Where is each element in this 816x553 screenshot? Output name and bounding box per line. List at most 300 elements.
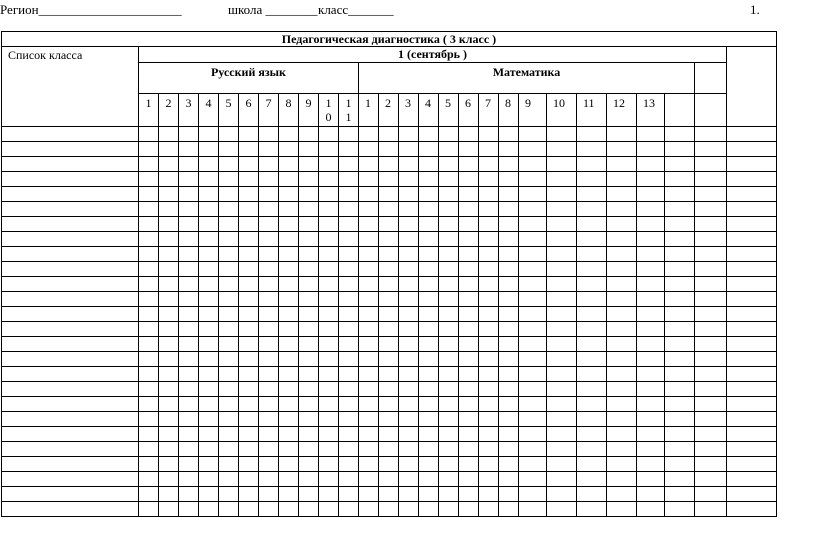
score-cell[interactable] <box>359 427 379 442</box>
score-cell[interactable] <box>199 262 219 277</box>
score-cell[interactable] <box>547 427 577 442</box>
score-cell[interactable] <box>379 352 399 367</box>
score-cell[interactable] <box>199 127 219 142</box>
score-cell[interactable] <box>239 127 259 142</box>
score-cell[interactable] <box>637 187 665 202</box>
score-cell[interactable] <box>577 457 607 472</box>
score-cell[interactable] <box>159 442 179 457</box>
score-cell[interactable] <box>199 232 219 247</box>
score-cell[interactable] <box>577 247 607 262</box>
score-cell[interactable] <box>399 292 419 307</box>
score-cell[interactable] <box>577 172 607 187</box>
score-cell[interactable] <box>665 487 695 502</box>
score-cell[interactable] <box>239 427 259 442</box>
score-cell[interactable] <box>577 487 607 502</box>
score-cell[interactable] <box>695 337 727 352</box>
score-cell[interactable] <box>279 187 299 202</box>
score-cell[interactable] <box>159 412 179 427</box>
score-cell[interactable] <box>499 292 519 307</box>
score-cell[interactable] <box>339 172 359 187</box>
score-cell[interactable] <box>577 202 607 217</box>
score-cell[interactable] <box>259 367 279 382</box>
student-name-cell[interactable] <box>2 472 139 487</box>
score-cell[interactable] <box>159 142 179 157</box>
score-cell[interactable] <box>139 247 159 262</box>
score-cell[interactable] <box>637 157 665 172</box>
score-cell[interactable] <box>439 352 459 367</box>
score-cell[interactable] <box>499 187 519 202</box>
score-cell[interactable] <box>279 472 299 487</box>
score-cell[interactable] <box>665 157 695 172</box>
score-cell[interactable] <box>339 262 359 277</box>
score-cell[interactable] <box>727 217 777 232</box>
score-cell[interactable] <box>665 457 695 472</box>
score-cell[interactable] <box>607 412 637 427</box>
score-cell[interactable] <box>179 457 199 472</box>
score-cell[interactable] <box>727 277 777 292</box>
score-cell[interactable] <box>259 262 279 277</box>
score-cell[interactable] <box>459 352 479 367</box>
score-cell[interactable] <box>319 502 339 517</box>
score-cell[interactable] <box>139 127 159 142</box>
score-cell[interactable] <box>179 262 199 277</box>
score-cell[interactable] <box>219 247 239 262</box>
score-cell[interactable] <box>399 157 419 172</box>
score-cell[interactable] <box>159 187 179 202</box>
student-name-cell[interactable] <box>2 262 139 277</box>
score-cell[interactable] <box>479 142 499 157</box>
score-cell[interactable] <box>399 427 419 442</box>
score-cell[interactable] <box>665 322 695 337</box>
score-cell[interactable] <box>519 142 547 157</box>
score-cell[interactable] <box>319 142 339 157</box>
score-cell[interactable] <box>459 277 479 292</box>
score-cell[interactable] <box>159 157 179 172</box>
score-cell[interactable] <box>727 412 777 427</box>
score-cell[interactable] <box>665 232 695 247</box>
score-cell[interactable] <box>459 367 479 382</box>
score-cell[interactable] <box>139 202 159 217</box>
score-cell[interactable] <box>637 127 665 142</box>
score-cell[interactable] <box>359 127 379 142</box>
score-cell[interactable] <box>339 382 359 397</box>
score-cell[interactable] <box>479 157 499 172</box>
score-cell[interactable] <box>695 202 727 217</box>
score-cell[interactable] <box>519 157 547 172</box>
score-cell[interactable] <box>339 247 359 262</box>
score-cell[interactable] <box>139 457 159 472</box>
score-cell[interactable] <box>399 277 419 292</box>
score-cell[interactable] <box>479 337 499 352</box>
score-cell[interactable] <box>665 142 695 157</box>
score-cell[interactable] <box>547 352 577 367</box>
score-cell[interactable] <box>439 442 459 457</box>
score-cell[interactable] <box>459 457 479 472</box>
score-cell[interactable] <box>279 202 299 217</box>
score-cell[interactable] <box>727 172 777 187</box>
score-cell[interactable] <box>299 442 319 457</box>
score-cell[interactable] <box>419 397 439 412</box>
score-cell[interactable] <box>479 352 499 367</box>
score-cell[interactable] <box>199 442 219 457</box>
score-cell[interactable] <box>695 442 727 457</box>
student-name-cell[interactable] <box>2 247 139 262</box>
score-cell[interactable] <box>179 277 199 292</box>
student-name-cell[interactable] <box>2 382 139 397</box>
score-cell[interactable] <box>399 397 419 412</box>
score-cell[interactable] <box>319 157 339 172</box>
score-cell[interactable] <box>607 172 637 187</box>
score-cell[interactable] <box>339 142 359 157</box>
score-cell[interactable] <box>359 472 379 487</box>
score-cell[interactable] <box>139 337 159 352</box>
score-cell[interactable] <box>179 142 199 157</box>
score-cell[interactable] <box>299 502 319 517</box>
score-cell[interactable] <box>279 412 299 427</box>
score-cell[interactable] <box>219 457 239 472</box>
score-cell[interactable] <box>179 367 199 382</box>
score-cell[interactable] <box>299 337 319 352</box>
score-cell[interactable] <box>179 292 199 307</box>
score-cell[interactable] <box>239 442 259 457</box>
score-cell[interactable] <box>339 232 359 247</box>
score-cell[interactable] <box>319 127 339 142</box>
score-cell[interactable] <box>399 172 419 187</box>
score-cell[interactable] <box>259 352 279 367</box>
score-cell[interactable] <box>339 277 359 292</box>
score-cell[interactable] <box>359 487 379 502</box>
score-cell[interactable] <box>419 442 439 457</box>
score-cell[interactable] <box>339 127 359 142</box>
score-cell[interactable] <box>607 472 637 487</box>
score-cell[interactable] <box>199 487 219 502</box>
score-cell[interactable] <box>139 382 159 397</box>
score-cell[interactable] <box>637 397 665 412</box>
score-cell[interactable] <box>299 172 319 187</box>
score-cell[interactable] <box>419 457 439 472</box>
score-cell[interactable] <box>459 292 479 307</box>
score-cell[interactable] <box>359 337 379 352</box>
score-cell[interactable] <box>637 247 665 262</box>
score-cell[interactable] <box>219 322 239 337</box>
score-cell[interactable] <box>179 172 199 187</box>
score-cell[interactable] <box>279 262 299 277</box>
score-cell[interactable] <box>727 187 777 202</box>
score-cell[interactable] <box>439 502 459 517</box>
score-cell[interactable] <box>479 457 499 472</box>
score-cell[interactable] <box>379 232 399 247</box>
score-cell[interactable] <box>577 472 607 487</box>
score-cell[interactable] <box>339 187 359 202</box>
score-cell[interactable] <box>727 337 777 352</box>
score-cell[interactable] <box>419 382 439 397</box>
score-cell[interactable] <box>339 457 359 472</box>
score-cell[interactable] <box>459 262 479 277</box>
score-cell[interactable] <box>459 307 479 322</box>
score-cell[interactable] <box>239 142 259 157</box>
score-cell[interactable] <box>379 412 399 427</box>
score-cell[interactable] <box>479 367 499 382</box>
score-cell[interactable] <box>299 427 319 442</box>
score-cell[interactable] <box>199 412 219 427</box>
score-cell[interactable] <box>577 337 607 352</box>
score-cell[interactable] <box>637 427 665 442</box>
score-cell[interactable] <box>339 202 359 217</box>
score-cell[interactable] <box>199 427 219 442</box>
score-cell[interactable] <box>299 187 319 202</box>
score-cell[interactable] <box>727 247 777 262</box>
score-cell[interactable] <box>219 157 239 172</box>
score-cell[interactable] <box>695 217 727 232</box>
score-cell[interactable] <box>419 292 439 307</box>
score-cell[interactable] <box>279 127 299 142</box>
score-cell[interactable] <box>359 262 379 277</box>
score-cell[interactable] <box>479 307 499 322</box>
score-cell[interactable] <box>199 352 219 367</box>
score-cell[interactable] <box>665 307 695 322</box>
score-cell[interactable] <box>419 307 439 322</box>
score-cell[interactable] <box>259 487 279 502</box>
score-cell[interactable] <box>695 292 727 307</box>
score-cell[interactable] <box>439 367 459 382</box>
score-cell[interactable] <box>339 367 359 382</box>
score-cell[interactable] <box>299 382 319 397</box>
score-cell[interactable] <box>339 472 359 487</box>
score-cell[interactable] <box>499 472 519 487</box>
score-cell[interactable] <box>179 382 199 397</box>
score-cell[interactable] <box>239 322 259 337</box>
score-cell[interactable] <box>219 142 239 157</box>
score-cell[interactable] <box>359 142 379 157</box>
score-cell[interactable] <box>279 487 299 502</box>
score-cell[interactable] <box>379 247 399 262</box>
score-cell[interactable] <box>547 382 577 397</box>
score-cell[interactable] <box>499 157 519 172</box>
score-cell[interactable] <box>665 352 695 367</box>
score-cell[interactable] <box>339 427 359 442</box>
score-cell[interactable] <box>379 292 399 307</box>
score-cell[interactable] <box>159 232 179 247</box>
score-cell[interactable] <box>279 502 299 517</box>
score-cell[interactable] <box>139 157 159 172</box>
score-cell[interactable] <box>419 352 439 367</box>
score-cell[interactable] <box>179 202 199 217</box>
student-name-cell[interactable] <box>2 307 139 322</box>
score-cell[interactable] <box>319 187 339 202</box>
score-cell[interactable] <box>399 202 419 217</box>
score-cell[interactable] <box>259 457 279 472</box>
score-cell[interactable] <box>299 472 319 487</box>
score-cell[interactable] <box>319 442 339 457</box>
score-cell[interactable] <box>319 412 339 427</box>
score-cell[interactable] <box>499 217 519 232</box>
score-cell[interactable] <box>239 382 259 397</box>
student-name-cell[interactable] <box>2 292 139 307</box>
score-cell[interactable] <box>499 337 519 352</box>
score-cell[interactable] <box>359 232 379 247</box>
score-cell[interactable] <box>499 322 519 337</box>
score-cell[interactable] <box>339 502 359 517</box>
score-cell[interactable] <box>695 157 727 172</box>
score-cell[interactable] <box>519 337 547 352</box>
score-cell[interactable] <box>519 442 547 457</box>
score-cell[interactable] <box>577 217 607 232</box>
score-cell[interactable] <box>419 142 439 157</box>
score-cell[interactable] <box>259 142 279 157</box>
score-cell[interactable] <box>419 127 439 142</box>
score-cell[interactable] <box>479 487 499 502</box>
score-cell[interactable] <box>665 127 695 142</box>
score-cell[interactable] <box>695 232 727 247</box>
score-cell[interactable] <box>339 412 359 427</box>
score-cell[interactable] <box>637 442 665 457</box>
score-cell[interactable] <box>399 457 419 472</box>
score-cell[interactable] <box>637 202 665 217</box>
score-cell[interactable] <box>439 472 459 487</box>
score-cell[interactable] <box>399 217 419 232</box>
score-cell[interactable] <box>199 367 219 382</box>
score-cell[interactable] <box>159 307 179 322</box>
score-cell[interactable] <box>139 142 159 157</box>
score-cell[interactable] <box>547 232 577 247</box>
score-cell[interactable] <box>159 382 179 397</box>
score-cell[interactable] <box>439 412 459 427</box>
score-cell[interactable] <box>359 502 379 517</box>
score-cell[interactable] <box>259 277 279 292</box>
student-name-cell[interactable] <box>2 502 139 517</box>
score-cell[interactable] <box>439 397 459 412</box>
score-cell[interactable] <box>279 322 299 337</box>
student-name-cell[interactable] <box>2 457 139 472</box>
score-cell[interactable] <box>439 157 459 172</box>
score-cell[interactable] <box>159 202 179 217</box>
score-cell[interactable] <box>299 262 319 277</box>
score-cell[interactable] <box>359 292 379 307</box>
score-cell[interactable] <box>499 232 519 247</box>
score-cell[interactable] <box>607 262 637 277</box>
score-cell[interactable] <box>359 247 379 262</box>
score-cell[interactable] <box>259 232 279 247</box>
score-cell[interactable] <box>665 172 695 187</box>
score-cell[interactable] <box>637 337 665 352</box>
score-cell[interactable] <box>219 367 239 382</box>
score-cell[interactable] <box>577 322 607 337</box>
score-cell[interactable] <box>665 262 695 277</box>
score-cell[interactable] <box>439 142 459 157</box>
score-cell[interactable] <box>419 322 439 337</box>
student-name-cell[interactable] <box>2 367 139 382</box>
score-cell[interactable] <box>479 412 499 427</box>
score-cell[interactable] <box>499 172 519 187</box>
score-cell[interactable] <box>279 157 299 172</box>
score-cell[interactable] <box>607 487 637 502</box>
score-cell[interactable] <box>159 472 179 487</box>
score-cell[interactable] <box>219 427 239 442</box>
score-cell[interactable] <box>259 247 279 262</box>
score-cell[interactable] <box>139 412 159 427</box>
score-cell[interactable] <box>419 157 439 172</box>
score-cell[interactable] <box>139 352 159 367</box>
student-name-cell[interactable] <box>2 217 139 232</box>
score-cell[interactable] <box>519 502 547 517</box>
score-cell[interactable] <box>239 262 259 277</box>
score-cell[interactable] <box>519 217 547 232</box>
score-cell[interactable] <box>199 397 219 412</box>
score-cell[interactable] <box>139 442 159 457</box>
score-cell[interactable] <box>727 262 777 277</box>
score-cell[interactable] <box>159 457 179 472</box>
score-cell[interactable] <box>419 367 439 382</box>
score-cell[interactable] <box>665 202 695 217</box>
score-cell[interactable] <box>259 412 279 427</box>
score-cell[interactable] <box>439 187 459 202</box>
score-cell[interactable] <box>637 382 665 397</box>
score-cell[interactable] <box>499 457 519 472</box>
score-cell[interactable] <box>479 262 499 277</box>
score-cell[interactable] <box>219 277 239 292</box>
score-cell[interactable] <box>339 307 359 322</box>
score-cell[interactable] <box>519 472 547 487</box>
score-cell[interactable] <box>379 367 399 382</box>
score-cell[interactable] <box>179 352 199 367</box>
score-cell[interactable] <box>695 382 727 397</box>
score-cell[interactable] <box>219 382 239 397</box>
score-cell[interactable] <box>139 277 159 292</box>
score-cell[interactable] <box>279 172 299 187</box>
score-cell[interactable] <box>179 322 199 337</box>
score-cell[interactable] <box>459 157 479 172</box>
score-cell[interactable] <box>547 487 577 502</box>
score-cell[interactable] <box>637 412 665 427</box>
score-cell[interactable] <box>299 487 319 502</box>
score-cell[interactable] <box>459 127 479 142</box>
score-cell[interactable] <box>519 307 547 322</box>
score-cell[interactable] <box>239 367 259 382</box>
score-cell[interactable] <box>479 397 499 412</box>
score-cell[interactable] <box>199 472 219 487</box>
score-cell[interactable] <box>379 337 399 352</box>
score-cell[interactable] <box>399 262 419 277</box>
score-cell[interactable] <box>139 397 159 412</box>
score-cell[interactable] <box>727 472 777 487</box>
score-cell[interactable] <box>339 217 359 232</box>
score-cell[interactable] <box>519 487 547 502</box>
score-cell[interactable] <box>399 472 419 487</box>
score-cell[interactable] <box>239 157 259 172</box>
score-cell[interactable] <box>665 427 695 442</box>
score-cell[interactable] <box>547 442 577 457</box>
score-cell[interactable] <box>219 187 239 202</box>
score-cell[interactable] <box>459 442 479 457</box>
score-cell[interactable] <box>665 502 695 517</box>
score-cell[interactable] <box>279 217 299 232</box>
score-cell[interactable] <box>139 262 159 277</box>
score-cell[interactable] <box>179 472 199 487</box>
score-cell[interactable] <box>279 337 299 352</box>
score-cell[interactable] <box>259 442 279 457</box>
score-cell[interactable] <box>359 352 379 367</box>
score-cell[interactable] <box>199 247 219 262</box>
score-cell[interactable] <box>159 502 179 517</box>
score-cell[interactable] <box>219 292 239 307</box>
score-cell[interactable] <box>379 307 399 322</box>
student-name-cell[interactable] <box>2 277 139 292</box>
score-cell[interactable] <box>499 427 519 442</box>
score-cell[interactable] <box>319 232 339 247</box>
score-cell[interactable] <box>399 307 419 322</box>
score-cell[interactable] <box>179 502 199 517</box>
score-cell[interactable] <box>239 502 259 517</box>
